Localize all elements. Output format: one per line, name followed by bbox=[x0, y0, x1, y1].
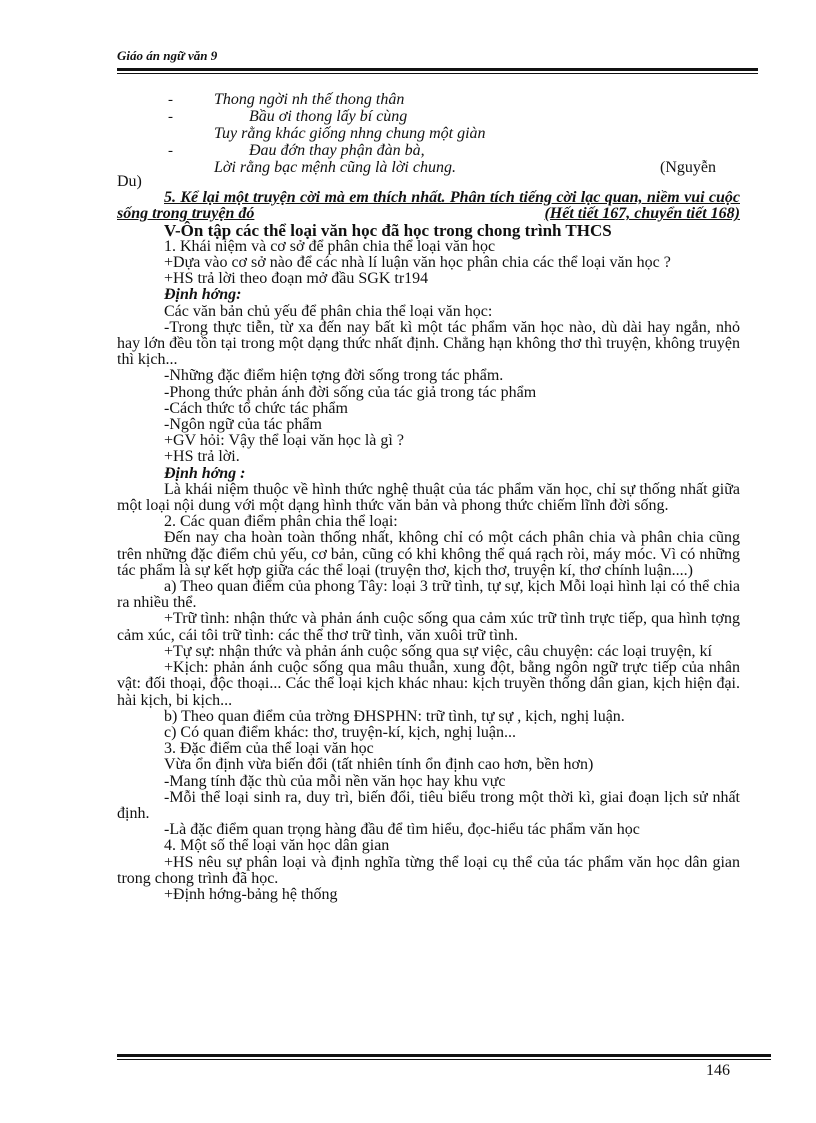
poem-line: Tuy rằng khác giống nhng chung một giàn bbox=[214, 125, 486, 142]
paragraph: +GV hỏi: Vậy thể loại văn học là gì ? bbox=[164, 432, 404, 450]
page-number: 146 bbox=[706, 1062, 730, 1079]
poem-dash: - bbox=[168, 92, 173, 108]
paragraph: Đến nay cha hoàn toàn thống nhất, không chỉ có một cách phân chia và phân chia cũng trên những đặc điểm chủ yếu, cơ bản, cũng có khi không thể quá rạch ròi, máy móc. Vì có những tác phẩm là sự kết hợp giữa các thể loại (truyện thơ, kịch thơ, truyện kí, thơ chính luận....) bbox=[117, 529, 740, 579]
paragraph: -Là đặc điểm quan trọng hàng đầu để tìm hiểu, đọc-hiểu tác phẩm văn học bbox=[164, 821, 640, 839]
paragraph: +Trữ tình: nhận thức và phản ánh cuộc sống qua cảm xúc trữ tình trực tiếp, qua hình tợng cảm xúc, cái tôi trữ tình: các thể thơ trữ tình, văn xuôi trữ tình. bbox=[117, 610, 740, 644]
paragraph: +HS nêu sự phân loại và định nghĩa từng thể loại cụ thể của tác phẩm văn học dân gian trong chong trình đã học. bbox=[117, 853, 740, 887]
paragraph: -Trong thực tiễn, từ xa đến nay bất kì một tác phẩm văn học nào, dù dài hay ngắn, nhỏ hay lớn đều tồn tại trong một dạng thức nhất định. Chẳng hạn không thơ thì truyện, không truyện thì kịch... bbox=[117, 318, 740, 369]
heading-2: 2. Các quan điểm phân chia thể loại: bbox=[164, 513, 398, 531]
header-rule-thin bbox=[117, 73, 758, 74]
heading-1: 1. Khái niệm và cơ sở để phân chia thể loại văn học bbox=[164, 237, 496, 255]
paragraph: Các văn bản chủ yếu để phân chia thể loại văn học: bbox=[164, 302, 493, 320]
guidance-label: Định hớng: bbox=[164, 286, 242, 304]
lesson-note: (Hết tiết 167, chuyển tiết 168) bbox=[544, 205, 740, 223]
paragraph: +HS trả lời theo đoạn mở đầu SGK tr194 bbox=[164, 270, 429, 288]
poem-author-close: Du) bbox=[117, 173, 142, 190]
paragraph: Là khái niệm thuộc về hình thức nghệ thuật của tác phẩm văn học, chỉ sự thống nhất giữa một loại nội dung với một dạng hình thức văn bản và phong thức chiếm lĩnh đời sống. bbox=[117, 480, 740, 515]
paragraph: -Những đặc điểm hiện tợng đời sống trong tác phẩm. bbox=[164, 367, 504, 385]
section-v-title: V-Ôn tập các thể loại văn học đã học trong chong trình THCS bbox=[164, 220, 612, 240]
heading-3: 3. Đặc điểm của thể loại văn học bbox=[164, 740, 374, 758]
paragraph: +Tự sự: nhận thức và phản ánh cuộc sống qua sự việc, câu chuyện: các loại truyện, kí bbox=[164, 642, 712, 660]
heading-4: 4. Một số thể loại văn học dân gian bbox=[164, 837, 390, 855]
paragraph: +Định hớng-bảng hệ thống bbox=[164, 885, 338, 903]
poem-line: Thong ngời nh thế thong thân bbox=[214, 91, 405, 108]
question-5 bbox=[117, 190, 740, 222]
paragraph: +Kịch: phản ánh cuộc sống qua mâu thuẫn, xung đột, bằng ngôn ngữ trực tiếp của nhân vật: đối thoại, độc thoại... Các thể loại kịch khác nhau: kịch truyền thống dân gian, kịch hiện đại. hài kịch, bi kịch... bbox=[117, 659, 740, 709]
paragraph: -Mỗi thể loại sinh ra, duy trì, biến đổi, tiêu biểu trong một thời kì, giai đoạn lịch sử nhất định. bbox=[117, 788, 740, 822]
question-5-text: 5. Kể lại một truyện cời mà em thích nhất. Phân tích tiếng cời lạc quan, niềm vui cuộc sống trong truyện đó bbox=[117, 189, 740, 223]
paragraph: -Cách thức tổ chức tác phẩm bbox=[164, 399, 348, 417]
paragraph: +HS trả lời. bbox=[164, 448, 240, 466]
paragraph: Vừa ổn định vừa biến đổi (tất nhiên tính ổn định cao hơn, bền hơn) bbox=[164, 756, 594, 774]
header-title: Giáo án ngữ văn 9 bbox=[117, 48, 218, 63]
poem-line: Đau đớn thay phận đàn bà, bbox=[249, 142, 425, 159]
footer-rule-thin bbox=[117, 1059, 771, 1060]
paragraph: c) Có quan điểm khác: thơ, truyện-kí, kịch, nghị luận... bbox=[164, 723, 516, 741]
guidance-label: Định hớng : bbox=[164, 464, 246, 482]
paragraph: -Ngôn ngữ của tác phẩm bbox=[164, 416, 322, 434]
header-rule-thick bbox=[117, 68, 758, 71]
paragraph: a) Theo quan điểm của phong Tây: loại 3 trữ tình, tự sự, kịch Mỗi loại hình lại có thể chia ra nhiều thể. bbox=[117, 578, 740, 612]
paragraph: -Mang tính đặc thù của mỗi nền văn học hay khu vực bbox=[164, 772, 506, 790]
poem-author: (Nguyễn bbox=[660, 159, 716, 176]
poem-line: Bầu ơi thong lấy bí cùng bbox=[249, 108, 408, 125]
poem-line: Lời rằng bạc mệnh cũng là lời chung. bbox=[214, 159, 456, 176]
paragraph: b) Theo quan điểm của trờng ĐHSPHN: trữ tình, tự sự , kịch, nghị luận. bbox=[164, 707, 625, 725]
paragraph: +Dựa vào cơ sở nào để các nhà lí luận văn học phân chia các thể loại văn học ? bbox=[164, 254, 671, 272]
footer-rule-thick bbox=[117, 1054, 771, 1057]
body-text bbox=[117, 174, 740, 903]
poem-dash: - bbox=[168, 109, 173, 125]
paragraph: -Phong thức phản ánh đời sống của tác giả trong tác phẩm bbox=[164, 383, 537, 401]
poem-dash: - bbox=[168, 143, 173, 159]
